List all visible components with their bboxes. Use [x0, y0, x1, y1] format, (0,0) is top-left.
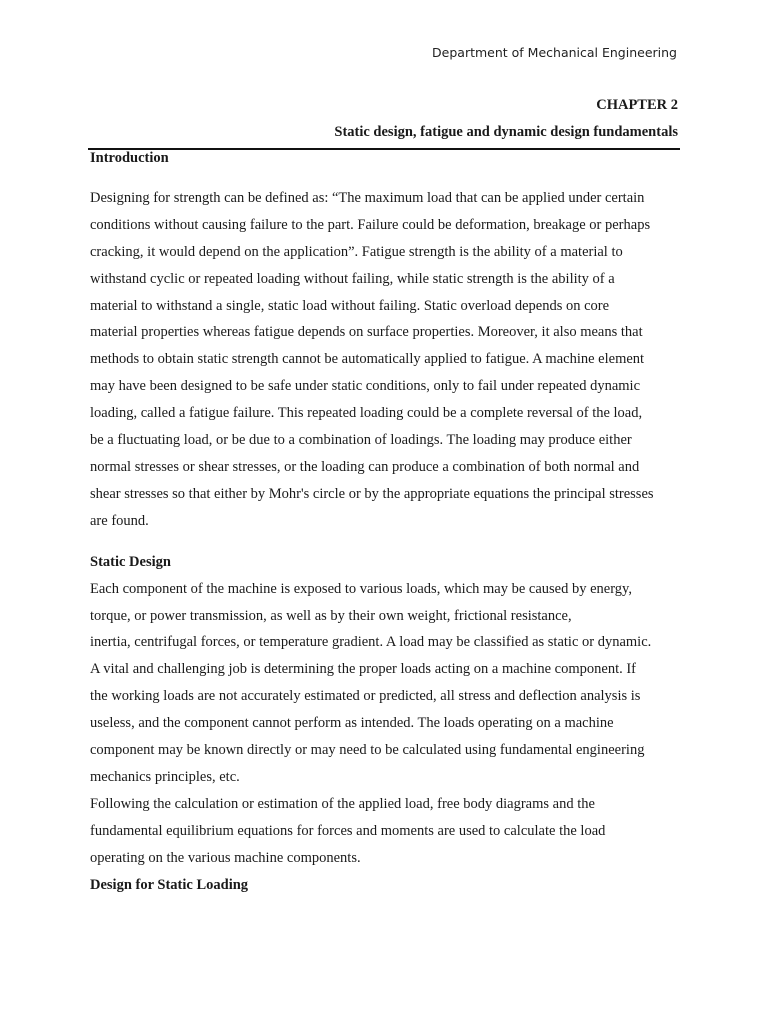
section-heading-static-loading: Design for Static Loading: [90, 876, 249, 893]
static-design-paragraph-2: [90, 791, 680, 872]
text-line: material properties whereas fatigue depends on surface properties. Moreover, it also means that: [90, 324, 643, 341]
text-line: mechanics principles, etc.: [90, 768, 240, 785]
spacer: [90, 172, 680, 185]
text-line: inertia, centrifugal forces, or temperature gradient. A load may be classified as static or dynamic.: [90, 634, 652, 651]
text-line: be a fluctuating load, or be due to a combination of loadings. The loading may produce either: [90, 432, 632, 449]
text-line: material to withstand a single, static load without failing. Static overload depends on core: [90, 297, 610, 314]
text-line: Designing for strength can be defined as: “The maximum load that can be applied under certain: [90, 189, 645, 206]
text-line: the working loads are not accurately estimated or predicted, all stress and deflection analysis is: [90, 688, 641, 705]
text-line: conditions without causing failure to the part. Failure could be deformation, breakage or perhaps: [90, 216, 651, 233]
text-line: may have been designed to be safe under static conditions, only to fail under repeated dynamic: [90, 378, 641, 395]
running-header: Department of Mechanical Engineering: [432, 45, 677, 60]
chapter-number: CHAPTER 2: [596, 97, 678, 113]
text-line: normal stresses or shear stresses, or the loading can produce a combination of both normal and: [90, 458, 640, 475]
static-design-paragraph-1: [90, 576, 680, 791]
text-line: shear stresses so that either by Mohr's circle or by the appropriate equations the principal stresses: [90, 485, 654, 502]
text-line: fundamental equilibrium equations for forces and moments are used to calculate the load: [90, 822, 606, 839]
text-line: component may be known directly or may need to be calculated using fundamental engineering: [90, 742, 645, 759]
text-line: Each component of the machine is exposed to various loads, which may be caused by energy,: [90, 580, 632, 597]
section-heading-introduction: Introduction: [90, 150, 169, 166]
chapter-title-block: [334, 92, 678, 146]
chapter-title: Static design, fatigue and dynamic design fundamentals: [334, 124, 678, 140]
section-heading-static-design: Static Design: [90, 553, 171, 570]
spacer: [90, 535, 680, 549]
text-line: operating on the various machine components.: [90, 849, 361, 866]
text-line: cracking, it would depend on the application”. Fatigue strength is the ability of a material to: [90, 243, 623, 260]
introduction-paragraph: [90, 185, 680, 535]
text-line: torque, or power transmission, as well as by their own weight, frictional resistance,: [90, 607, 572, 624]
text-line: A vital and challenging job is determining the proper loads acting on a machine component. If: [90, 661, 637, 678]
text-line: withstand cyclic or repeated loading without failing, while static strength is the ability of a: [90, 270, 615, 287]
text-line: Following the calculation or estimation of the applied load, free body diagrams and the: [90, 795, 595, 812]
text-line: are found.: [90, 512, 149, 529]
text-line: useless, and the component cannot perform as intended. The loads operating on a machine: [90, 715, 614, 732]
text-line: loading, called a fatigue failure. This repeated loading could be a complete reversal of the load,: [90, 405, 643, 422]
document-body: [90, 145, 680, 898]
text-line: methods to obtain static strength cannot be automatically applied to fatigue. A machine element: [90, 351, 645, 368]
